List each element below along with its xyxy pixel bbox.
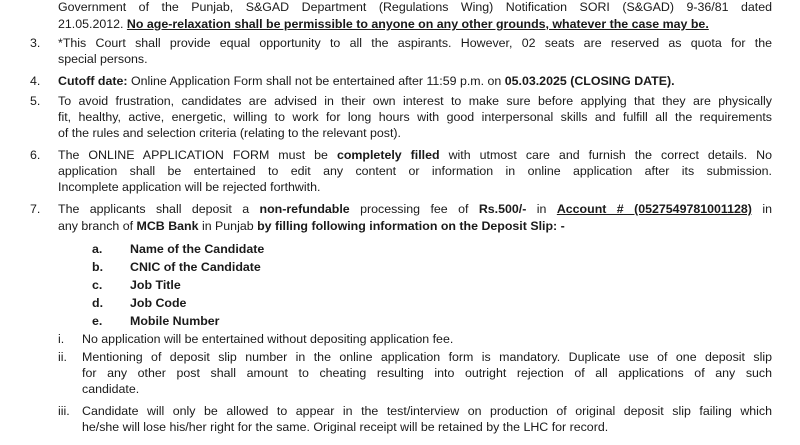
para4-number: 4. <box>30 74 41 88</box>
para7-line2-a: any branch of <box>58 219 137 233</box>
para5-line1: To avoid frustration, candidates are advised in their own interest to make sure before applying that they are physically <box>58 94 772 108</box>
para2-age-relaxation-notice: No age-relaxation shall be permissible to anyone on any other grounds, whatever the case may be. <box>126 17 709 31</box>
para7-text-a: The applicants shall deposit a <box>58 202 260 216</box>
para4-line <box>58 73 675 90</box>
para6-text-a: The ONLINE APPLICATION FORM must be <box>58 148 337 162</box>
para6-line2: application shall be entertained to edit any content or information in online application after its submission. <box>58 164 772 178</box>
note-iii-line1: Candidate will only be allowed to appear in the test/interview on production of original deposit slip failing which <box>82 404 772 418</box>
note-i-text: No application will be entertained without depositing application fee. <box>82 332 454 346</box>
item-e-text: Mobile Number <box>130 314 220 328</box>
note-i-number: i. <box>58 332 65 346</box>
para2-line2 <box>58 16 709 33</box>
completely-filled: completely filled <box>336 148 440 162</box>
para7-text-g: in <box>751 202 772 216</box>
para5-number: 5. <box>30 94 41 108</box>
non-refundable: non-refundable <box>259 202 350 216</box>
note-iii-number: iii. <box>58 404 70 418</box>
note-ii-number: ii. <box>58 350 67 364</box>
item-b-text: CNIC of the Candidate <box>130 260 261 274</box>
note-ii-line3: candidate. <box>82 382 140 396</box>
item-c-text: Job Title <box>130 278 181 292</box>
para7-line1 <box>58 201 772 218</box>
item-d-text: Job Code <box>130 296 187 310</box>
item-d-letter: d. <box>92 296 104 310</box>
para3-line2: special persons. <box>58 52 148 66</box>
cutoff-date-text: Online Application Form shall not be entertained after 11:59 p.m. on <box>127 74 505 88</box>
item-b-letter: b. <box>92 260 104 274</box>
para6-line1 <box>58 147 772 164</box>
closing-date: 05.03.2025 (CLOSING DATE). <box>504 74 675 88</box>
account-number: Account # (0527549781001128) <box>556 202 752 216</box>
para7-number: 7. <box>30 202 41 216</box>
bank-name: MCB Bank <box>136 219 199 233</box>
note-ii-line1: Mentioning of deposit slip number in the online application form is mandatory. Duplicate use of one deposit slip <box>82 350 772 364</box>
para5-line2: fit, healthy, active, energetic, willing to work for long hours with good interpersonal skills and fulfill all the requirements <box>58 110 772 124</box>
para6-number: 6. <box>30 148 41 162</box>
item-e-letter: e. <box>92 314 103 328</box>
para2-line1: Government of the Punjab, S&GAD Department (Regulations Wing) Notification SORI (S&GAD) 9-36/81 dated <box>58 0 772 14</box>
para3-number: 3. <box>30 36 41 50</box>
item-c-letter: c. <box>92 278 103 292</box>
para5-line3: of the rules and selection criteria (relating to the relevant post). <box>58 126 401 140</box>
deposit-slip-instruction: by filling following information on the Deposit Slip: - <box>257 219 565 233</box>
para6-text-c: with utmost care and furnish the correct details. No <box>439 148 772 162</box>
item-a-text: Name of the Candidate <box>130 242 265 256</box>
para3-line1: *This Court shall provide equal opportunity to all the aspirants. However, 02 seats are reserved as quota for the <box>58 36 772 50</box>
note-iii-line2: he/she will lose his/her right for the same. Original receipt will be retained by the LHC for record. <box>82 420 609 434</box>
para7-text-e: in <box>526 202 557 216</box>
cutoff-date-label: Cutoff date: <box>58 74 128 88</box>
processing-fee: Rs.500/- <box>478 202 527 216</box>
para7-text-c: processing fee of <box>349 202 479 216</box>
item-a-letter: a. <box>92 242 103 256</box>
note-ii-line2: for any other post shall amount to cheating resulting into outright rejection of all applications of any such <box>82 366 772 380</box>
para2-date: 21.05.2012. <box>58 17 124 31</box>
para7-line2-c: in Punjab <box>198 219 258 233</box>
para7-line2 <box>58 218 565 235</box>
para6-line3: Incomplete application will be rejected forthwith. <box>58 180 321 194</box>
